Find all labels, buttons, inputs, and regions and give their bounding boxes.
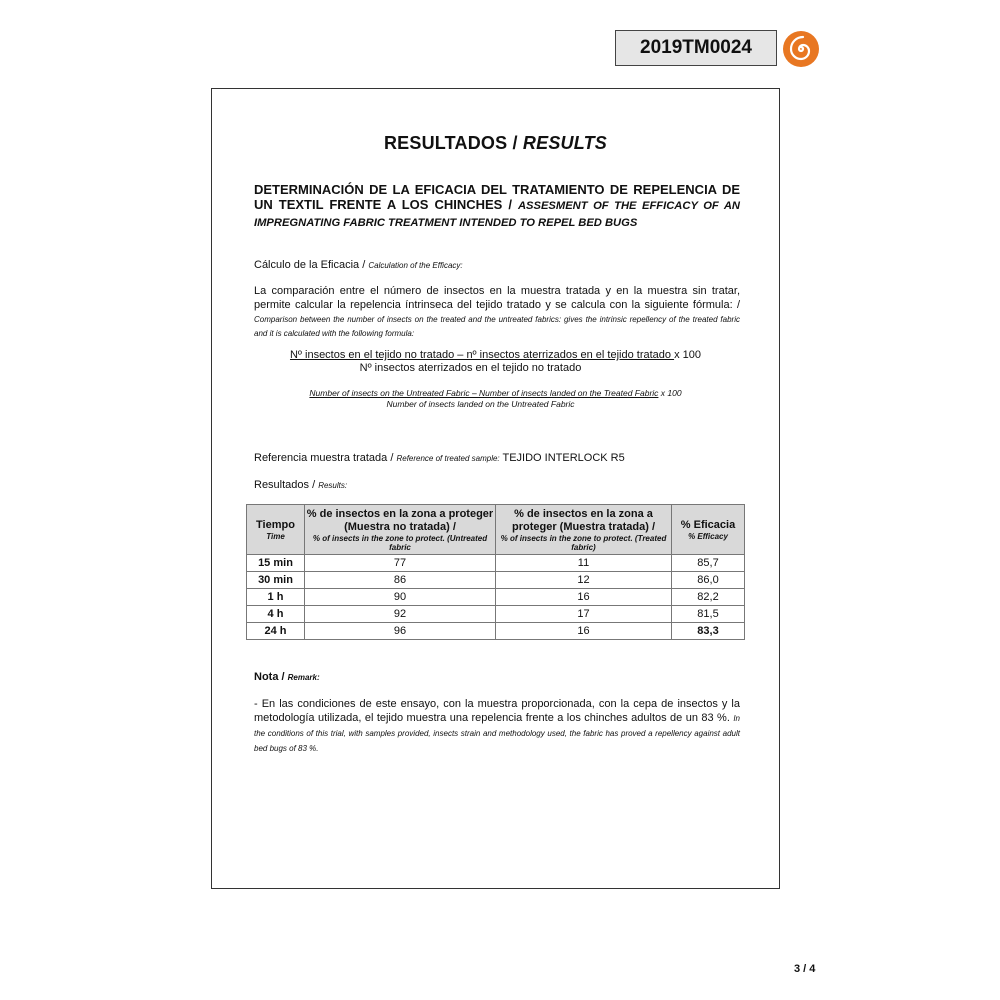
note-label: Nota / Remark:	[254, 671, 320, 683]
formula-es-numerator: Nº insectos en el tejido no tratado – nº insectos aterrizados en el tejido tratado	[289, 349, 675, 361]
formula-es: Nº insectos en el tejido no tratado – nº insectos aterrizados en el tejido tratado x 100 Nº insectos aterrizados en el tejido no tratado	[246, 349, 745, 375]
cell-efficacy: 83,3	[672, 623, 745, 640]
table-row	[247, 572, 745, 589]
cell-time: 1 h	[247, 589, 305, 606]
formula-en-denominator: Number of insects landed on the Untreated Fabric	[386, 399, 575, 409]
cell-time: 30 min	[247, 572, 305, 589]
table-row	[247, 606, 745, 623]
cell-untreated: 86	[305, 572, 496, 589]
table-header-row	[247, 505, 745, 555]
cell-treated: 11	[496, 555, 672, 572]
section-heading: DETERMINACIÓN DE LA EFICACIA DEL TRATAMIENTO DE REPELENCIA DE UN TEXTIL FRENTE A LOS CHINCHES / ASSESMENT OF THE EFFICACY OF AN IMPREGNATING FABRIC TREATMENT INTENDED TO REPEL BED BUGS	[254, 182, 740, 229]
cell-treated: 17	[496, 606, 672, 623]
cell-treated: 16	[496, 623, 672, 640]
cell-efficacy: 81,5	[672, 606, 745, 623]
header-time: Tiempo Time	[247, 505, 305, 555]
results-table	[246, 504, 745, 640]
calc-label: Cálculo de la Eficacia / Calculation of the Efficacy:	[254, 259, 463, 271]
cell-time: 4 h	[247, 606, 305, 623]
page-number: 3 / 4	[794, 963, 816, 975]
spiral-logo-icon	[782, 30, 820, 68]
cell-time: 15 min	[247, 555, 305, 572]
cell-time: 24 h	[247, 623, 305, 640]
note-paragraph: - En las condiciones de este ensayo, con la muestra proporcionada, con la cepa de insectos y la metodología utilizada, el tejido muestra una repelencia frente a los chinches adultos de un 83 %. In the conditions of this trial, with samples provided, insects strain and methodology used, the fabric has proved a repellency against adult bed bugs of 83 %.	[254, 698, 740, 753]
cell-treated: 12	[496, 572, 672, 589]
report-code: 2019TM0024	[615, 30, 777, 66]
formula-en: Number of insects on the Untreated Fabric – Number of insects landed on the Treated Fabric x 100 Number of insects landed on the Untreated Fabric	[246, 388, 745, 410]
cell-efficacy: 86,0	[672, 572, 745, 589]
header-treated: % de insectos en la zona a proteger (Muestra tratada) / % of insects in the zone to protect. (Treated fabric)	[496, 505, 672, 555]
cell-untreated: 96	[305, 623, 496, 640]
table-row	[247, 555, 745, 572]
results-label: Resultados / Results:	[254, 479, 348, 491]
cell-untreated: 77	[305, 555, 496, 572]
table-row	[247, 623, 745, 640]
cell-efficacy: 82,2	[672, 589, 745, 606]
table-row	[247, 589, 745, 606]
formula-en-numerator: Number of insects on the Untreated Fabric – Number of insects landed on the Treated Fabric	[309, 388, 659, 398]
formula-es-denominator: Nº insectos aterrizados en el tejido no tratado	[359, 362, 582, 374]
header-efficacy: % Eficacia % Efficacy	[672, 505, 745, 555]
intro-paragraph: La comparación entre el número de insectos en la muestra tratada y en la muestra sin tratar, permite calcular la repelencia íntrinseca del tejido tratado y se calcula con la siguiente fórmula: / Comparison between the number of insects on the treated and the untreated fabrics: gives the intrinsic repellency of the treated fabric and it is calculated with the following formula:	[254, 285, 740, 338]
cell-efficacy: 85,7	[672, 555, 745, 572]
cell-treated: 16	[496, 589, 672, 606]
header-untreated: % de insectos en la zona a proteger (Muestra no tratada) / % of insects in the zone to protect. (Untreated fabric	[305, 505, 496, 555]
page-title: RESULTADOS / RESULTS	[383, 133, 607, 153]
sample-reference: Referencia muestra tratada / Reference of treated sample: TEJIDO INTERLOCK R5	[254, 452, 625, 464]
cell-untreated: 90	[305, 589, 496, 606]
cell-untreated: 92	[305, 606, 496, 623]
